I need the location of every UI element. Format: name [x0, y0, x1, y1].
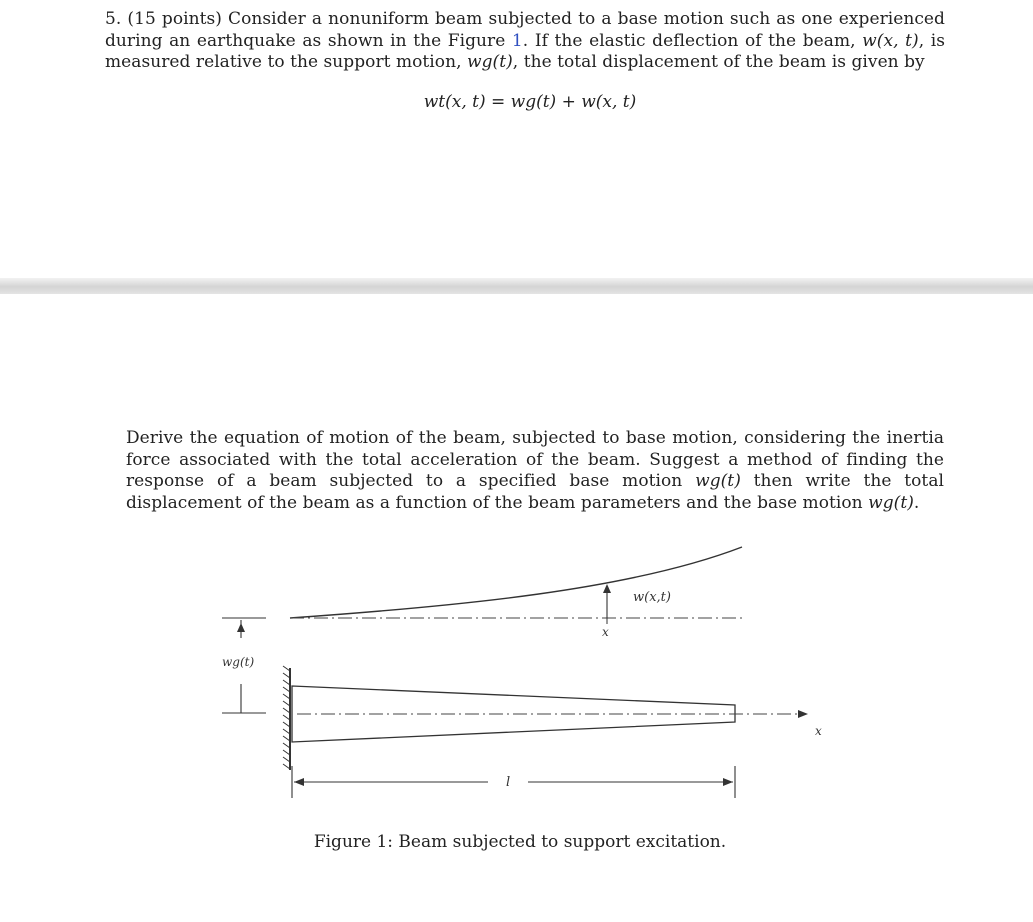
x-axis-label: x	[815, 724, 822, 738]
length-label: l	[506, 775, 511, 790]
task-statement: Derive the equation of motion of the beam, subjected to base motion, considering the inertia force associated with the total acceleration of the beam. Suggest a method of finding the response of a beam subjected to a specified base motion wg(t) then write the total displacement of the beam as a function of the beam parameters and the base motion wg(t).	[126, 428, 944, 513]
displacement-equation: wt(x, t) = wg(t) + w(x, t)	[423, 92, 637, 112]
x-axis-arrowhead	[798, 710, 808, 718]
figure-caption: Figure 1: Beam subjected to support excitation.	[313, 832, 727, 852]
wall-hatching	[283, 666, 290, 769]
math-wg-t: wg(t)	[467, 52, 513, 72]
deflected-beam-curve	[290, 547, 742, 618]
base-motion-arrowhead	[237, 623, 245, 632]
beam-figure	[200, 538, 850, 823]
beam-diagram	[200, 538, 850, 823]
deflection-arrowhead	[603, 584, 611, 593]
length-arrowhead-right	[723, 778, 733, 786]
problem-number: 5.	[105, 9, 122, 29]
math-wg-t: wg(t)	[868, 492, 914, 513]
math-wg-t: wg(t)	[695, 471, 741, 491]
problem-points: (15 points)	[127, 9, 222, 29]
problem-statement: 5. (15 points) Consider a nonuniform beam subjected to a base motion such as one experienced during an earthquake as shown in the Figure 1. If the elastic deflection of the beam, w(x, t), is measured relative to the support motion, wg(t), the total displacement of the beam is given by	[105, 9, 945, 72]
x-position-label: x	[602, 625, 609, 639]
base-motion-label: wg(t)	[222, 655, 255, 669]
figure-reference[interactable]: 1	[511, 30, 523, 51]
page-divider	[0, 278, 1033, 294]
length-arrowhead-left	[294, 778, 304, 786]
math-w-xt: w(x, t)	[862, 30, 919, 51]
deflection-label: w(x,t)	[633, 590, 671, 605]
